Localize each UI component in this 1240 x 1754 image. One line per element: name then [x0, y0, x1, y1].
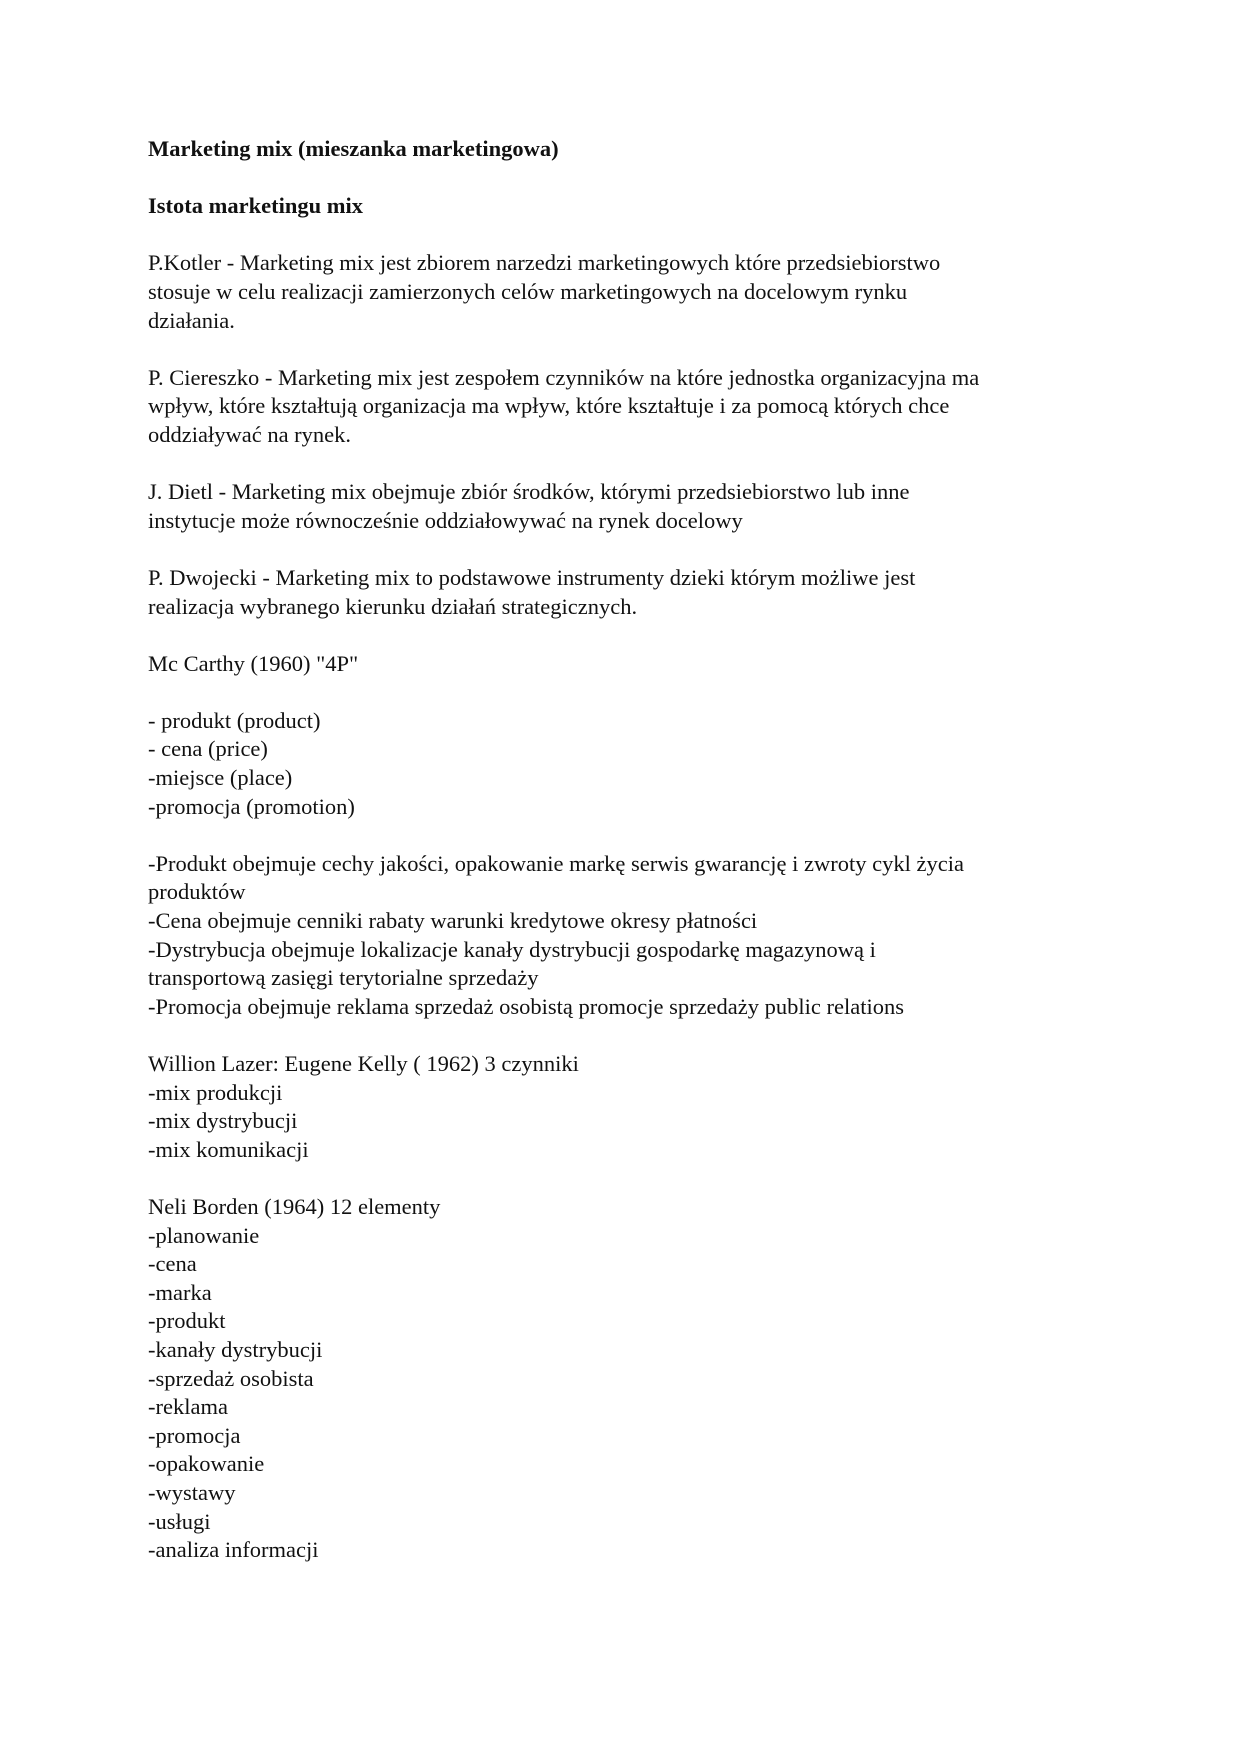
- document-title-block: [148, 135, 1108, 164]
- borden-section: [148, 1193, 1108, 1565]
- mccarthy-heading: Mc Carthy (1960) "4P": [148, 650, 359, 676]
- text-line: realizacja wybranego kierunku działań strategicznych.: [148, 593, 638, 619]
- list-item: -mix produkcji: [148, 1079, 283, 1105]
- lazer-kelly-section: [148, 1050, 1108, 1164]
- list-item: -reklama: [148, 1394, 228, 1420]
- definition-ciereszko: [148, 364, 1108, 450]
- list-item: - produkt (product): [148, 707, 321, 733]
- section-heading: Istota marketingu mix: [148, 193, 363, 219]
- text-line: instytucje może równocześnie oddziałowywać na rynek docelowy: [148, 507, 743, 533]
- mccarthy-list: [148, 707, 1108, 821]
- list-item: -marka: [148, 1279, 212, 1305]
- text-line: -Cena obejmuje cenniki rabaty warunki kredytowe okresy płatności: [148, 908, 758, 934]
- definition-dietl: [148, 478, 1108, 535]
- document-page: [148, 135, 1108, 1565]
- text-line: J. Dietl - Marketing mix obejmuje zbiór środków, którymi przedsiebiorstwo lub inne: [148, 479, 910, 505]
- list-item: -analiza informacji: [148, 1537, 319, 1563]
- text-line: P.Kotler - Marketing mix jest zbiorem narzedzi marketingowych które przedsiebiorstwo: [148, 250, 941, 276]
- document-title: Marketing mix (mieszanka marketingowa): [148, 136, 559, 161]
- list-item: - cena (price): [148, 736, 268, 762]
- list-item: -promocja (promotion): [148, 793, 355, 819]
- text-line: -Produkt obejmuje cechy jakości, opakowanie markę serwis gwarancję i zwroty cykl życia: [148, 850, 964, 876]
- list-item: -mix komunikacji: [148, 1136, 309, 1162]
- text-line: -Promocja obejmuje reklama sprzedaż osobistą promocje sprzedaży public relations: [148, 993, 904, 1019]
- text-line: -Dystrybucja obejmuje lokalizacje kanały dystrybucji gospodarkę magazynową i: [148, 936, 876, 962]
- text-line: P. Dwojecki - Marketing mix to podstawowe instrumenty dzieki którym możliwe jest: [148, 564, 916, 590]
- list-item: -cena: [148, 1251, 197, 1277]
- text-line: P. Ciereszko - Marketing mix jest zespołem czynników na które jednostka organizacyjna ma: [148, 364, 980, 390]
- text-line: produktów: [148, 879, 246, 905]
- text-line: stosuje w celu realizacji zamierzonych celów marketingowych na docelowym rynku: [148, 278, 908, 304]
- borden-heading: Neli Borden (1964) 12 elementy: [148, 1193, 441, 1219]
- list-item: -produkt: [148, 1308, 226, 1334]
- list-item: -promocja: [148, 1422, 241, 1448]
- list-item: -sprzedaż osobista: [148, 1365, 314, 1391]
- text-line: transportową zasięgi terytorialne sprzedaży: [148, 965, 539, 991]
- mccarthy-heading-block: [148, 650, 1108, 679]
- list-item: -usługi: [148, 1508, 211, 1534]
- components-description: [148, 850, 1108, 1022]
- list-item: -planowanie: [148, 1222, 260, 1248]
- text-line: wpływ, które kształtują organizacja ma wpływ, które kształtuje i za pomocą których chce: [148, 393, 950, 419]
- list-item: -mix dystrybucji: [148, 1108, 298, 1134]
- text-line: oddziaływać na rynek.: [148, 421, 352, 447]
- list-item: -miejsce (place): [148, 765, 293, 791]
- list-item: -kanały dystrybucji: [148, 1336, 323, 1362]
- text-line: działania.: [148, 307, 235, 333]
- document-subtitle-block: [148, 192, 1108, 221]
- list-item: -wystawy: [148, 1479, 236, 1505]
- definition-dwojecki: [148, 564, 1108, 621]
- list-item: -opakowanie: [148, 1451, 265, 1477]
- definition-kotler: [148, 249, 1108, 335]
- lazer-kelly-heading: Willion Lazer: Eugene Kelly ( 1962) 3 czynniki: [148, 1051, 579, 1076]
